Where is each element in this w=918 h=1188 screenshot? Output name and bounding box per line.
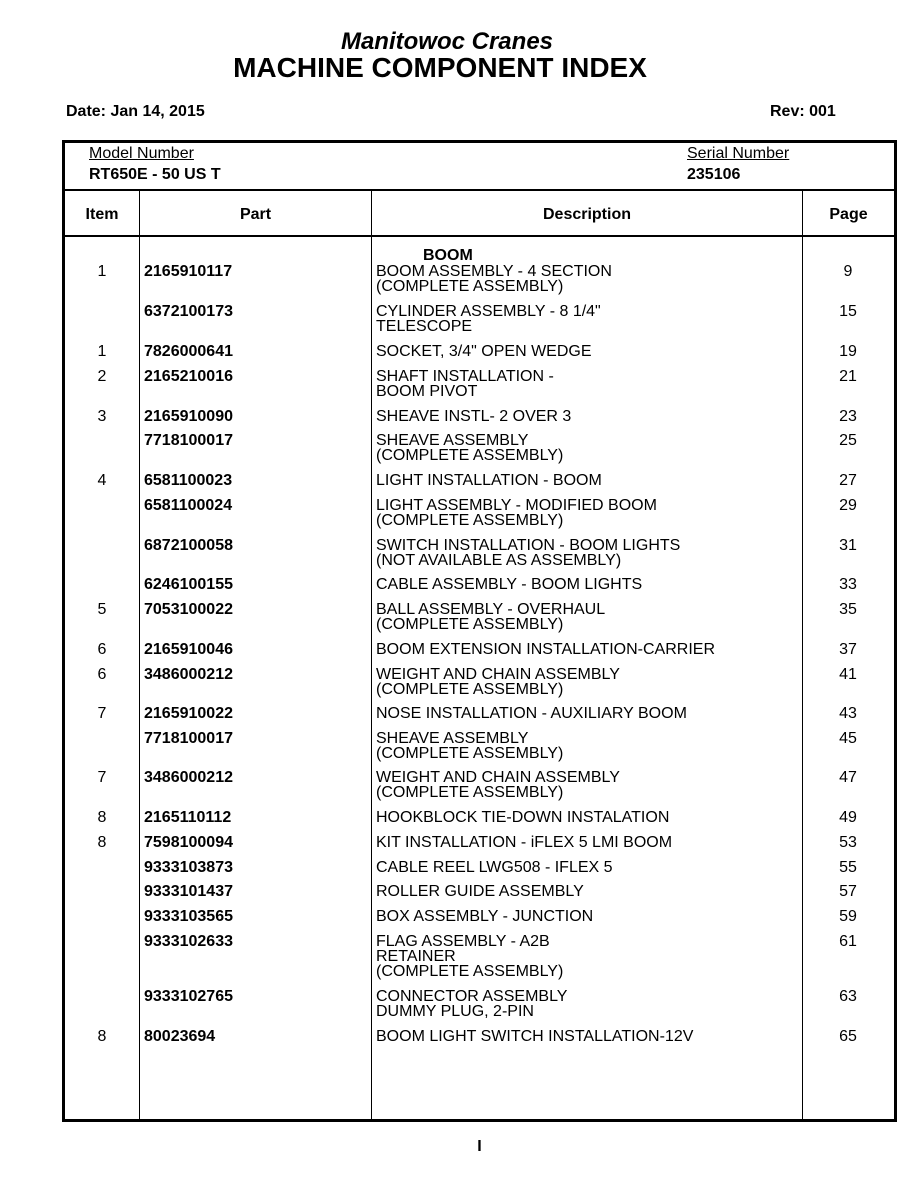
part-description: FLAG ASSEMBLY - A2B RETAINER (COMPLETE ASSEMBLY) xyxy=(376,933,564,980)
part-number: 9333102633 xyxy=(144,933,233,950)
part-number: 2165910090 xyxy=(144,408,233,425)
company-name: Manitowoc Cranes xyxy=(340,28,554,55)
column-header-description: Description xyxy=(542,206,631,223)
part-number: 6581100023 xyxy=(144,472,233,489)
page-reference: 25 xyxy=(839,432,857,449)
item-number: 8 xyxy=(97,809,107,826)
part-description: CYLINDER ASSEMBLY - 8 1/4" TELESCOPE xyxy=(376,303,601,335)
page-reference: 53 xyxy=(839,834,857,851)
page-reference: 37 xyxy=(839,641,857,658)
page-reference: 43 xyxy=(839,705,857,722)
serial-number-label: Serial Number xyxy=(687,145,790,162)
part-description: SWITCH INSTALLATION - BOOM LIGHTS (NOT AVAILABLE AS ASSEMBLY) xyxy=(376,537,681,569)
component-index-table xyxy=(62,140,897,1122)
column-header-part: Part xyxy=(239,206,272,223)
part-description: BOOM LIGHT SWITCH INSTALLATION-12V xyxy=(376,1028,694,1045)
part-number: 2165210016 xyxy=(144,368,233,385)
document-title: MACHINE COMPONENT INDEX xyxy=(233,52,647,83)
part-number: 6246100155 xyxy=(144,576,233,593)
part-number: 3486000212 xyxy=(144,666,233,683)
part-number: 2165110112 xyxy=(144,809,232,826)
page-reference: 23 xyxy=(839,408,857,425)
item-number: 7 xyxy=(97,705,107,722)
part-number: 7718100017 xyxy=(144,432,233,449)
page-number: I xyxy=(477,1138,482,1155)
part-number: 3486000212 xyxy=(144,769,233,786)
serial-number-value: 235106 xyxy=(687,166,741,183)
page-reference: 9 xyxy=(843,263,853,280)
item-number: 6 xyxy=(97,641,107,658)
item-number: 1 xyxy=(97,343,107,360)
page-reference: 47 xyxy=(839,769,857,786)
part-description: HOOKBLOCK TIE-DOWN INSTALATION xyxy=(376,809,670,826)
column-divider xyxy=(371,190,372,1119)
page-reference: 35 xyxy=(839,601,857,618)
part-description: SHAFT INSTALLATION - BOOM PIVOT xyxy=(376,368,554,400)
item-number: 5 xyxy=(97,601,107,618)
part-description: CABLE REEL LWG508 - IFLEX 5 xyxy=(376,859,613,876)
document-date: Date: Jan 14, 2015 xyxy=(66,103,205,120)
column-header-item: Item xyxy=(85,206,119,223)
page-reference: 15 xyxy=(839,303,857,320)
item-number: 6 xyxy=(97,666,107,683)
item-number: 4 xyxy=(97,472,107,489)
document-revision: Rev: 001 xyxy=(770,103,836,120)
page-reference: 61 xyxy=(839,933,857,950)
column-header-divider xyxy=(65,235,894,237)
part-number: 9333101437 xyxy=(144,883,233,900)
item-number: 2 xyxy=(97,368,107,385)
page-reference: 55 xyxy=(839,859,857,876)
model-number-label: Model Number xyxy=(89,145,194,162)
part-number: 6372100173 xyxy=(144,303,233,320)
part-description: KIT INSTALLATION - iFLEX 5 LMI BOOM xyxy=(376,834,673,851)
part-number: 7598100094 xyxy=(144,834,233,851)
part-number: 7718100017 xyxy=(144,730,233,747)
item-number: 3 xyxy=(97,408,107,425)
header-divider xyxy=(65,189,894,191)
part-number: 2165910046 xyxy=(144,641,233,658)
part-description: ROLLER GUIDE ASSEMBLY xyxy=(376,883,584,900)
part-number: 9333103565 xyxy=(144,908,233,925)
page-reference: 49 xyxy=(839,809,857,826)
part-description: NOSE INSTALLATION - AUXILIARY BOOM xyxy=(376,705,687,722)
part-description: SHEAVE INSTL- 2 OVER 3 xyxy=(376,408,572,425)
page-reference: 59 xyxy=(839,908,857,925)
page-reference: 57 xyxy=(839,883,857,900)
part-description: BOX ASSEMBLY - JUNCTION xyxy=(376,908,594,925)
item-number: 7 xyxy=(97,769,107,786)
model-number-value: RT650E - 50 US T xyxy=(89,166,221,183)
column-divider xyxy=(139,190,140,1119)
part-description: WEIGHT AND CHAIN ASSEMBLY (COMPLETE ASSEMBLY) xyxy=(376,769,620,801)
page-reference: 63 xyxy=(839,988,857,1005)
page-reference: 45 xyxy=(839,730,857,747)
part-description: WEIGHT AND CHAIN ASSEMBLY (COMPLETE ASSEMBLY) xyxy=(376,666,620,698)
page-reference: 29 xyxy=(839,497,857,514)
item-number: 8 xyxy=(97,834,107,851)
part-number: 9333103873 xyxy=(144,859,233,876)
part-number: 2165910117 xyxy=(144,263,233,280)
part-number: 9333102765 xyxy=(144,988,233,1005)
part-number: 2165910022 xyxy=(144,705,233,722)
part-description: BOOM ASSEMBLY - 4 SECTION (COMPLETE ASSEMBLY) xyxy=(376,263,612,295)
page-reference: 19 xyxy=(839,343,857,360)
page-reference: 41 xyxy=(839,666,857,683)
page-reference: 33 xyxy=(839,576,857,593)
part-description: SHEAVE ASSEMBLY (COMPLETE ASSEMBLY) xyxy=(376,730,564,762)
page-reference: 65 xyxy=(839,1028,857,1045)
item-number: 1 xyxy=(97,263,107,280)
part-number: 6872100058 xyxy=(144,537,233,554)
item-number: 8 xyxy=(97,1028,107,1045)
part-description: CABLE ASSEMBLY - BOOM LIGHTS xyxy=(376,576,643,593)
part-description: LIGHT ASSEMBLY - MODIFIED BOOM (COMPLETE ASSEMBLY) xyxy=(376,497,657,529)
column-header-page: Page xyxy=(829,206,868,223)
part-description: CONNECTOR ASSEMBLY DUMMY PLUG, 2-PIN xyxy=(376,988,568,1020)
page-reference: 21 xyxy=(839,368,857,385)
part-description: LIGHT INSTALLATION - BOOM xyxy=(376,472,602,489)
page-reference: 31 xyxy=(839,537,857,554)
part-description: SOCKET, 3/4" OPEN WEDGE xyxy=(376,343,592,360)
part-description: SHEAVE ASSEMBLY (COMPLETE ASSEMBLY) xyxy=(376,432,564,464)
part-description: BOOM EXTENSION INSTALLATION-CARRIER xyxy=(376,641,716,658)
page-reference: 27 xyxy=(839,472,857,489)
section-title: BOOM xyxy=(423,247,473,264)
part-number: 7826000641 xyxy=(144,343,233,360)
part-number: 6581100024 xyxy=(144,497,233,514)
part-description: BALL ASSEMBLY - OVERHAUL (COMPLETE ASSEMBLY) xyxy=(376,601,606,633)
part-number: 7053100022 xyxy=(144,601,233,618)
part-number: 80023694 xyxy=(144,1028,216,1045)
